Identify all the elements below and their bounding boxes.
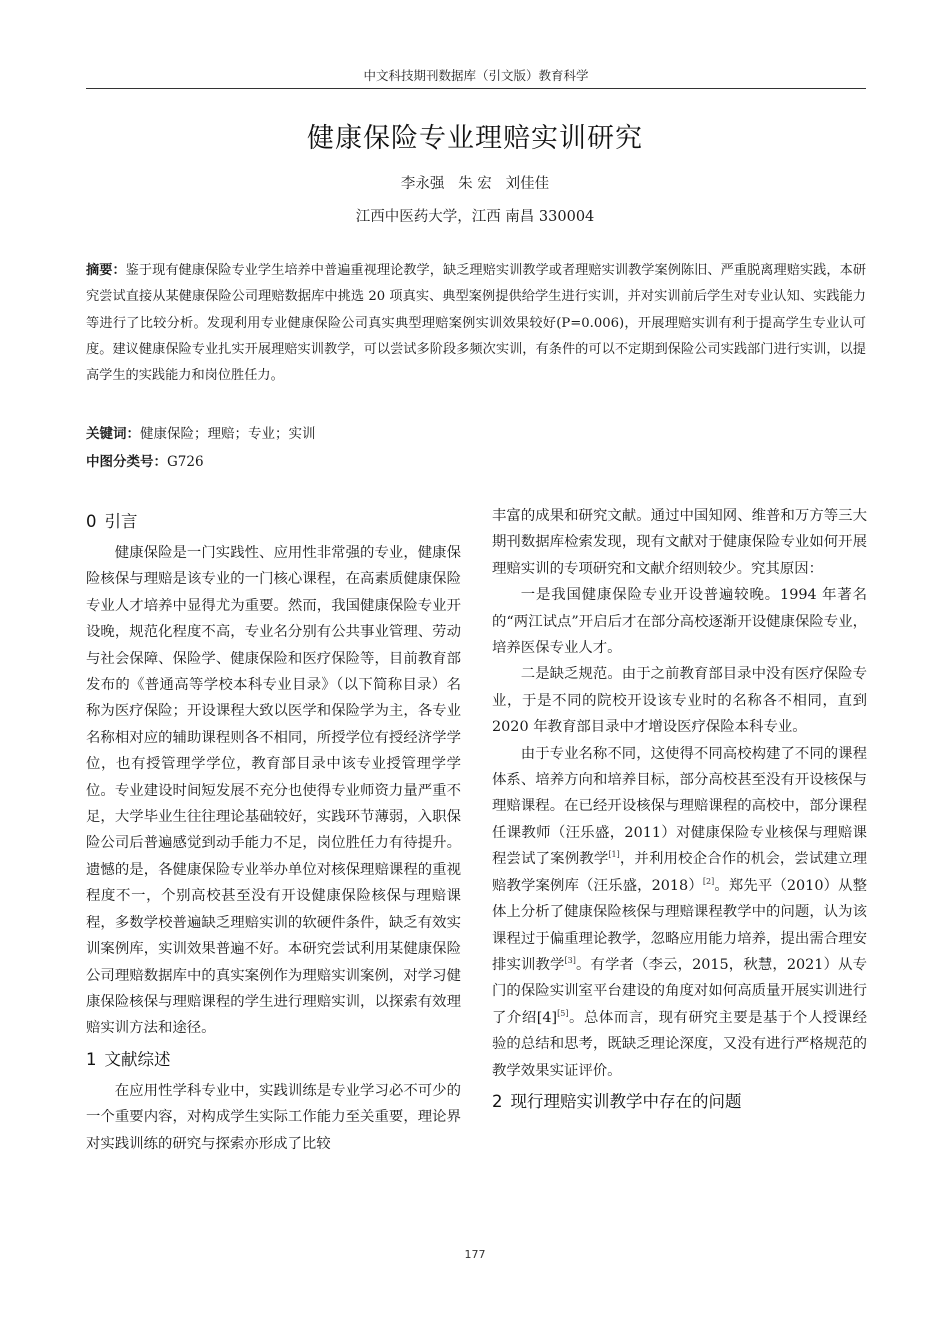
section-number: 1 <box>86 1049 97 1069</box>
literature-paragraph: 在应用性学科专业中，实践训练是专业学习必不可少的一个重要内容，对构成学生实际工作能力至关重要，理论界对实践训练的研究与探索亦形成了比较 <box>86 1082 461 1152</box>
keywords-label: 关键词： <box>86 426 140 442</box>
text-run: 。郑先平（2010）从整体上分析了健康保险核保与理赔课程教学中的问题，认为该课程过于偏重理论教学，忽略应用能力培养，提出需合理安排实训教学 <box>492 877 868 973</box>
header-rule <box>86 88 866 89</box>
clc-text: G726 <box>167 454 204 470</box>
text-run: 。有学者（李云，2015，秋慧，2021）从专门的保险实训室平台建设的角度对如何高质量开展实训进行了介绍[4] <box>492 956 867 1026</box>
section-heading-problems <box>492 1086 867 1118</box>
paper-title: 健康保险专业理赔实训研究 <box>307 123 643 154</box>
continued-paragraph: 丰富的成果和研究文献。通过中国知网、维普和万方等三大期刊数据库检索发现，现有文献对于健康保险专业如何开展理赔实训的专项研究和文献介绍则较少。究其原因： <box>492 508 867 577</box>
text-run: 。总体而言，现有研究主要是基于个人授课经验的总结和思考，既缺乏理论深度，又没有进行严格规范的教学效果实证评价。 <box>492 1009 867 1079</box>
keywords <box>86 422 866 442</box>
section-heading-introduction <box>86 506 461 538</box>
left-column <box>86 504 461 1157</box>
abstract <box>86 258 866 389</box>
abstract-text: 鉴于现有健康保险专业学生培养中普遍重视理论教学，缺乏理赔实训教学或者理赔实训教学案例陈旧、严重脱离理赔实践，本研究尝试直接从某健康保险公司理赔数据库中挑选 20 项真实、典型案例提供给学生进行实训，并对实训前后学生对专业认知、实践能力等进行了比较分析。发现利用专业健康保险公司真实典型理赔案例实训效果较好(P=0.006)，开展理赔实训有利于提高学生专业认可度。建议健康保险专业扎实开展理赔实训教学，可以尝试多阶段多频次实训，有条件的可以不定期到保险公司实践部门进行实训，以提高学生的实践能力和岗位胜任力。 <box>86 263 867 384</box>
running-header: 中文科技期刊数据库（引文版）教育科学 <box>363 68 589 83</box>
intro-paragraph: 健康保险是一门实践性、应用性非常强的专业，健康保险核保与理赔是该专业的一门核心课程，在高素质健康保险专业人才培养中显得尤为重要。然而，我国健康保险专业开设晚，规范化程度不高，专业名分别有公共事业管理、劳动与社会保障、保险学、健康保险和医疗保险等，目前教育部发布的《普通高等学校本科专业目录》（以下简称目录）名称为医疗保险；开设课程大致以医学和保险学为主，各专业名称相对应的辅助课程则各不相同，所授学位有授经济学学位，也有授管理学学位，教育部目录中该专业授管理学学位。专业建设时间短发展不充分也使得专业师资力量严重不足，大学毕业生往往理论基础较好，实践环节薄弱，入职保险公司后普遍感觉到动手能力不足，岗位胜任力有待提升。遗憾的是，各健康保险专业举办单位对核保理赔课程的重视程度不一，个别高校甚至没有开设健康保险核保与理赔课程，多数学校普遍缺乏理赔实训的软硬件条件，缺乏有效实训案例库，实训效果普遍不好。本研究尝试利用某健康保险公司理赔数据库中的真实案例作为理赔实训案例，对学习健康保险核保与理赔课程的学生进行理赔实训，以探索有效理赔实训方法和途径。 <box>86 545 461 1037</box>
classification-number <box>86 450 866 470</box>
page-number: 177 <box>464 1248 486 1261</box>
citation-1: [1] <box>608 850 620 860</box>
section-title: 现行理赔实训教学中存在的问题 <box>510 1091 742 1111</box>
abstract-label: 摘要： <box>86 263 126 278</box>
citation-2: [2] <box>702 876 715 886</box>
affiliation: 江西中医药大学，江西 南昌 330004 <box>355 209 595 225</box>
citation-5: [5] <box>557 1008 569 1018</box>
section-title: 文献综述 <box>104 1049 171 1069</box>
text-run: 由于专业名称不同，这使得不同高校构建了不同的课程体系、培养方向和培养目标，部分高校甚至没有开设核保与理赔课程。在已经开设核保与理赔课程的高校中，部分课程任课教师（汪乐盛，2011）对健康保险专业核保与理赔课程尝试了案例教学 <box>492 745 867 868</box>
author-list: 李永强 朱 宏 刘佳佳 <box>400 176 550 192</box>
keywords-text: 健康保险；理赔；专业；实训 <box>140 426 316 442</box>
clc-label: 中图分类号： <box>86 454 167 470</box>
section-title: 引言 <box>104 512 138 531</box>
literature-summary-paragraph <box>492 741 867 1084</box>
text-run: ，并利用校企合作的机会，尝试建立理赔教学案例库（汪乐盛，2018） <box>492 851 867 894</box>
section-number: 0 <box>86 512 97 531</box>
section-heading-literature-review <box>86 1044 461 1076</box>
reason-paragraph-2: 二是缺乏规范。由于之前教育部目录中没有医疗保险专业，于是不同的院校开设该专业时的名称各不相同，直到 2020 年教育部目录中才增设医疗保险本科专业。 <box>492 666 867 736</box>
right-column <box>492 503 867 1120</box>
citation-3: [3] <box>564 956 576 966</box>
reason-paragraph-1: 一是我国健康保险专业开设普遍较晚。1994 年著名的“两江试点”开启后才在部分高校逐渐开设健康保险专业，培养医保专业人才。 <box>492 587 867 657</box>
section-number: 2 <box>492 1091 503 1111</box>
